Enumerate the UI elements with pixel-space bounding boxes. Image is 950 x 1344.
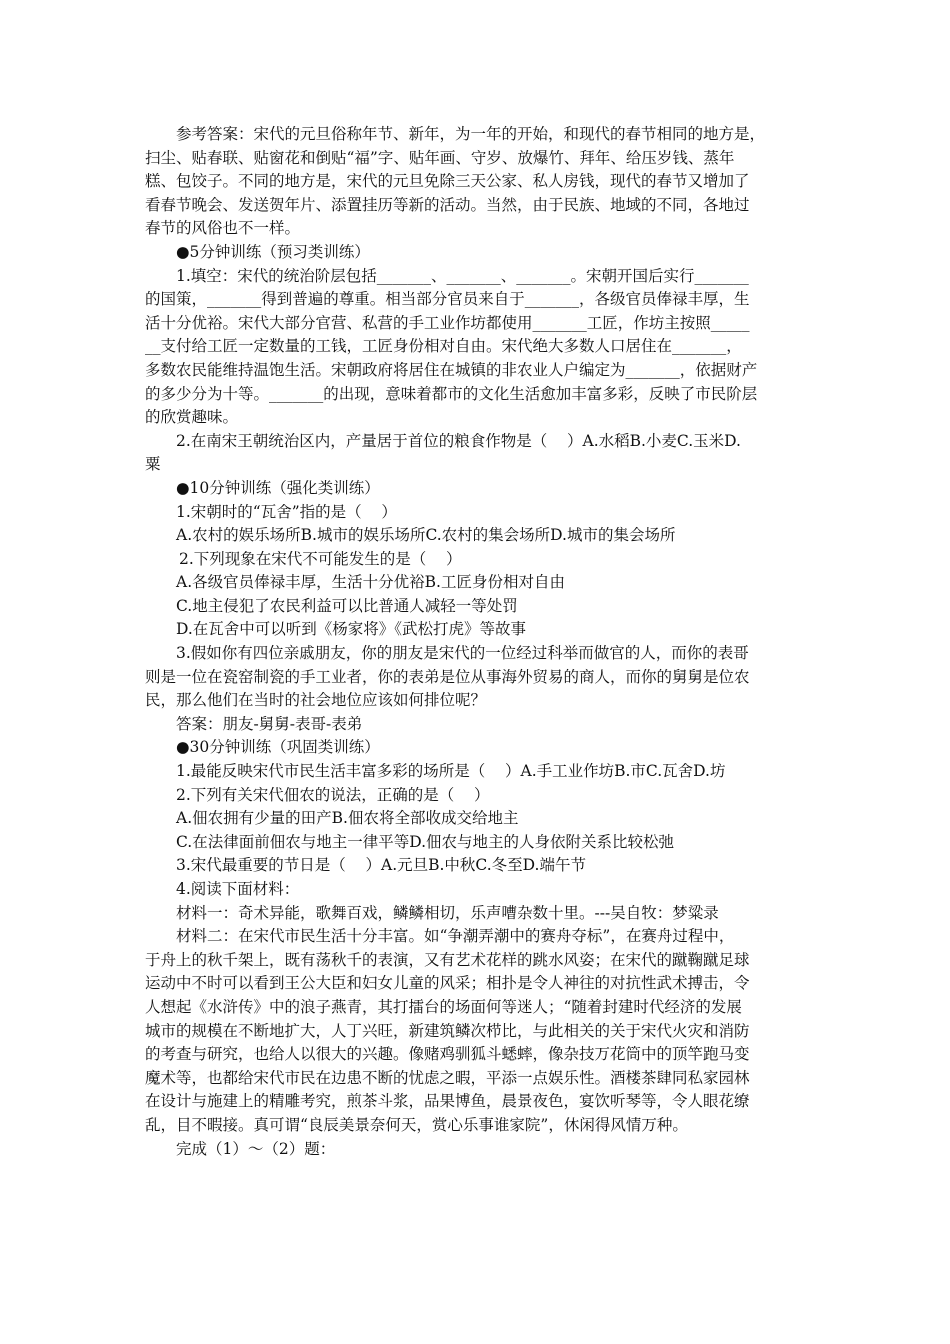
answer-paragraph-line: 扫尘、贴春联、贴窗花和倒贴“福”字、贴年画、守岁、放爆竹、拜年、给压岁钱、蒸年 [145, 148, 735, 167]
question-line: 民，那么他们在当时的社会地位应该如何排位呢？ [145, 691, 487, 710]
option-line: A.各级官员俸禄丰厚，生活十分优裕B.工匠身份相对自由 [176, 573, 565, 592]
answer-paragraph-line: 看春节晚会、发送贺年片、添置挂历等新的活动。当然，由于民族、地域的不同，各地过 [145, 195, 750, 214]
material-line: 在设计与施建上的精雕考究，煎茶斗浆，品果博鱼，晨景夜色，宴饮听琴等，令人眼花缭 [145, 1092, 750, 1111]
section-heading-30min: ●30分钟训练（巩固类训练） [176, 738, 380, 757]
answer-line: 答案：朋友-舅舅-表哥-表弟 [176, 714, 363, 733]
answer-paragraph-line: 参考答案：宋代的元旦俗称年节、新年，为一年的开始，和现代的春节相同的地方是， [176, 125, 766, 143]
question-line: 2.在南宋王朝统治区内，产量居于首位的粮食作物是（ ）A.水稻B.小麦C.玉米D. [176, 431, 741, 450]
question-line: 3.宋代最重要的节日是（ ）A.元旦B.中秋C.冬至D.端午节 [176, 856, 586, 875]
question-line: __支付给工匠一定数量的工钱，工匠身份相对自由。宋代绝大多数人口居住在_______， [145, 337, 742, 356]
question-line: 1.最能反映宋代市民生活丰富多彩的场所是（ ）A.手工业作坊B.市C.瓦舍D.坊 [176, 762, 726, 781]
material-line: 城市的规模在不断地扩大，人丁兴旺，新建筑鳞次栉比，与此相关的关于宋代火灾和消防 [145, 1021, 750, 1040]
option-line: D.在瓦舍中可以听到《杨家将》《武松打虎》等故事 [176, 620, 527, 639]
document-body [145, 123, 815, 1161]
material-line: 材料一：奇术异能，歌舞百戏，鳞鳞相切，乐声嘈杂数十里。---吴自牧：梦粱录 [176, 903, 719, 922]
material-line: 人想起《水浒传》中的浪子燕青，其打擂台的场面何等迷人；“随着封建时代经济的发展 [145, 997, 742, 1016]
option-line: C.在法律面前佃农与地主一律平等D.佃农与地主的人身依附关系比较松弛 [176, 832, 675, 851]
question-line: 多数农民能维持温饱生活。宋朝政府将居住在城镇的非农业人户编定为_______，依据财产 [145, 360, 758, 379]
material-line: 魔术等，也都给宋代市民在边患不断的忧虑之暇，平添一点娱乐性。酒楼茶肆同私家园林 [145, 1068, 750, 1087]
material-line: 的考查与研究，也给人以很大的兴趣。像赌鸡驯狐斗蟋蟀，像杂技万花筒中的顶竿跑马变 [145, 1045, 750, 1064]
question-line: 活十分优裕。宋代大部分官营、私营的手工业作坊都使用_______工匠，作坊主按照_____ [145, 313, 750, 332]
answer-paragraph-line: 糕、包饺子。不同的地方是，宋代的元旦免除三天公家、私人房钱，现代的春节又增加了 [145, 172, 750, 191]
question-line: 则是一位在瓷窑制瓷的手工业者，你的表弟是位从事海外贸易的商人，而你的舅舅是位农 [145, 667, 750, 686]
question-line: 3.假如你有四位亲戚朋友，你的朋友是宋代的一位经过科举而做官的人，而你的表哥 [176, 644, 749, 663]
option-line: A.农村的娱乐场所B.城市的娱乐场所C.农村的集会场所D.城市的集会场所 [176, 526, 676, 545]
question-line: 2.下列现象在宋代不可能发生的是（ ） [179, 549, 462, 568]
option-line: C.地主侵犯了农民利益可以比普通人减轻一等处罚 [176, 596, 518, 615]
material-line: 于舟上的秋千架上，既有荡秋千的表演，又有艺术花样的跳水风姿；在宋代的蹴鞠蹴足球 [145, 950, 750, 969]
question-line: 1.宋朝时的“瓦舍”指的是（ ） [176, 502, 397, 521]
answer-paragraph-line: 春节的风俗也不一样。 [145, 219, 301, 238]
instruction-line: 完成（1）～（2）题： [176, 1139, 336, 1158]
question-line: 粟 [145, 455, 161, 474]
question-line: 4.阅读下面材料： [176, 880, 300, 898]
material-line: 材料二：在宋代市民生活十分丰富。如“争潮弄潮中的赛舟夺标”，在赛舟过程中， [176, 927, 735, 946]
material-line: 运动中不时可以看到王公大臣和妇女儿童的风采；相扑是令人神往的对抗性武术搏击，令 [145, 974, 750, 993]
question-line: 1.填空：宋代的统治阶层包括_______、_______、_______。宋朝开国后实行_______ [176, 266, 749, 285]
question-line: 的国策，_______得到普遍的尊重。相当部分官员来自于_______，各级官员俸禄丰厚，生 [145, 290, 750, 309]
option-line: A.佃农拥有少量的田产B.佃农将全部收成交给地主 [176, 809, 519, 828]
material-line: 乱，目不暇接。真可谓“良辰美景奈何天，赏心乐事谁家院”，休闲得风情万种。 [145, 1115, 688, 1134]
section-heading-10min: ●10分钟训练（强化类训练） [176, 478, 380, 497]
question-line: 的多少分为十等。_______的出现，意味着都市的文化生活愈加丰富多彩，反映了市民阶层 [145, 384, 758, 403]
question-line: 的欣赏趣味。 [145, 408, 239, 427]
question-line: 2.下列有关宋代佃农的说法，正确的是（ ） [176, 785, 490, 804]
section-heading-5min: ●5分钟训练（预习类训练） [176, 242, 370, 261]
